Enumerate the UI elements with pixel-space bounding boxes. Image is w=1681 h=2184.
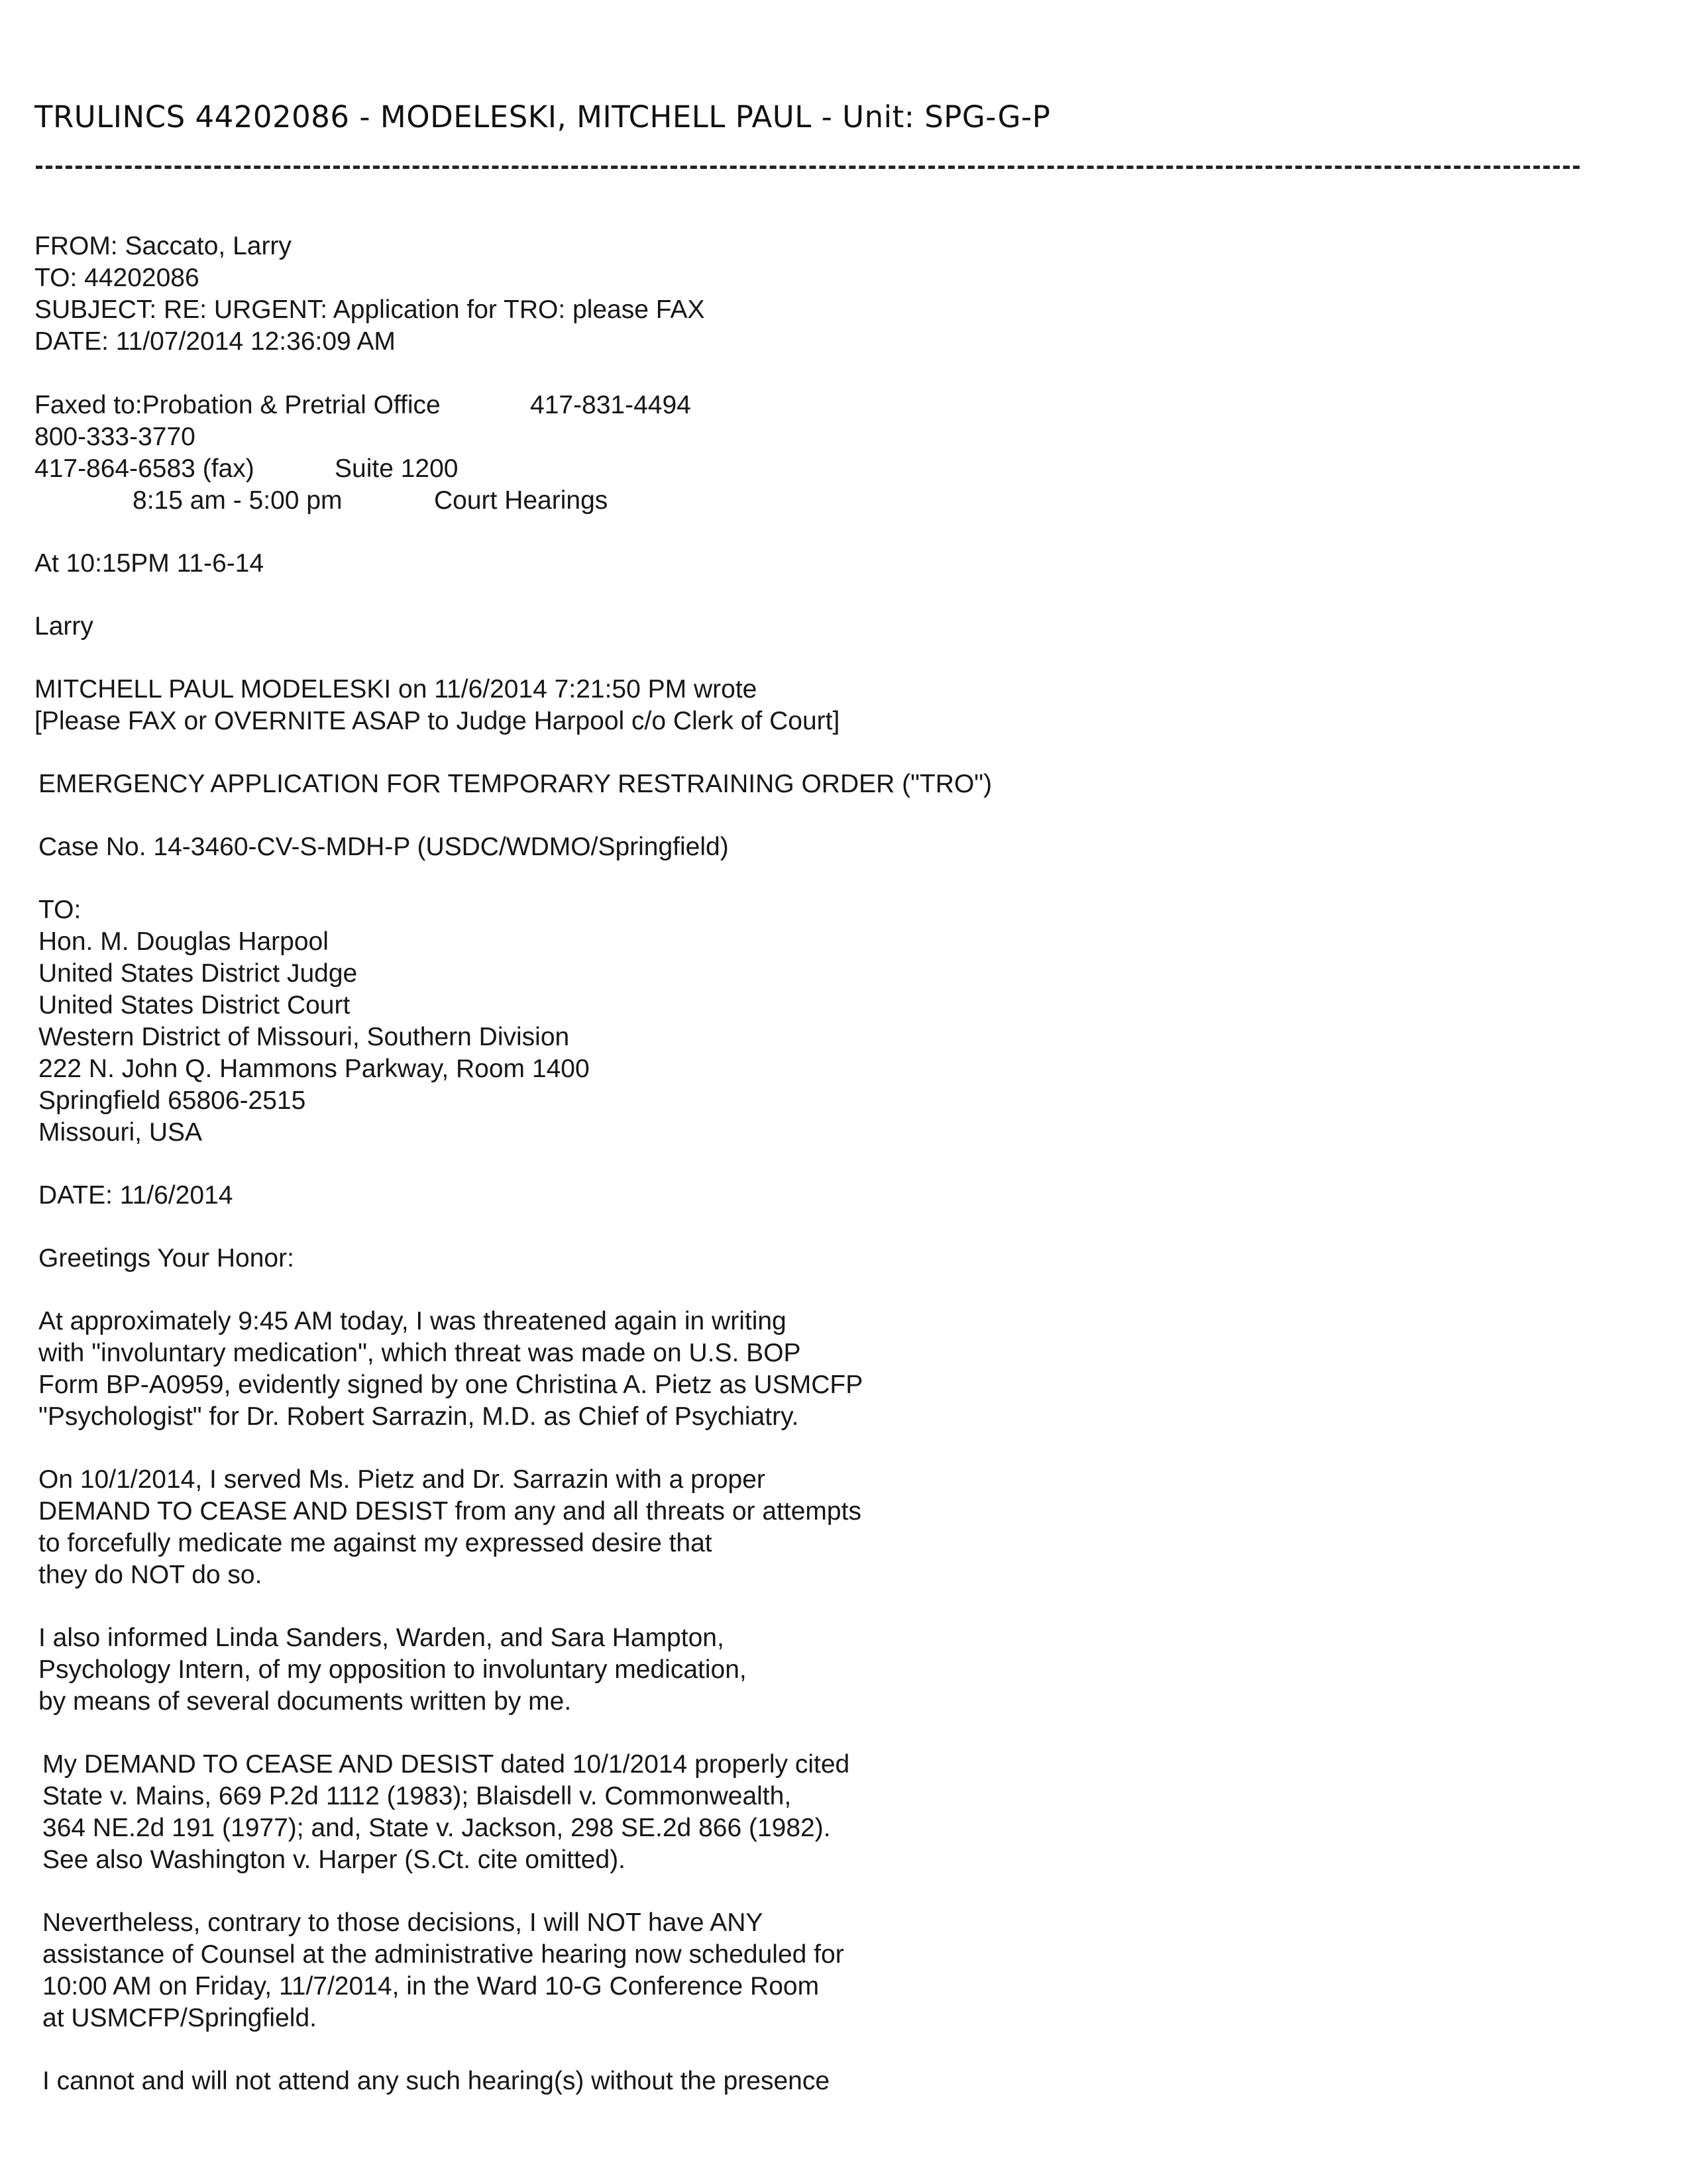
paragraph-line: Form BP-A0959, evidently signed by one Christina A. Pietz as USMCFP	[38, 1371, 863, 1399]
faxed-to-line: Faxed to:Probation & Pretrial Office	[34, 391, 441, 419]
from-line: FROM: Saccato, Larry	[34, 232, 292, 260]
paragraph-line: "Psychologist" for Dr. Robert Sarrazin, M.D. as Chief of Psychiatry.	[38, 1402, 799, 1431]
case-number: Case No. 14-3460-CV-S-MDH-P (USDC/WDMO/Springfield)	[38, 833, 729, 861]
office-hours: 8:15 am - 5:00 pm	[133, 486, 343, 515]
address-line: Hon. M. Douglas Harpool	[38, 927, 329, 956]
paragraph-line: they do NOT do so.	[38, 1561, 262, 1589]
paragraph-line: I also informed Linda Sanders, Warden, and Sara Hampton,	[38, 1624, 724, 1652]
to-label: TO:	[38, 896, 81, 924]
paragraph-line: See also Washington v. Harper (S.Ct. cite omitted).	[42, 1846, 626, 1874]
address-line: United States District Judge	[38, 959, 358, 988]
subject-line: SUBJECT: RE: URGENT: Application for TRO: please FAX	[34, 295, 705, 324]
fax-phone-1: 417-831-4494	[530, 391, 691, 419]
fax-number: 417-864-6583 (fax)	[34, 454, 254, 483]
paragraph-line: On 10/1/2014, I served Ms. Pietz and Dr. Sarrazin with a proper	[38, 1465, 765, 1494]
greeting: Greetings Your Honor:	[38, 1244, 294, 1273]
to-line: TO: 44202086	[34, 264, 199, 292]
paragraph-line: at USMCFP/Springfield.	[42, 2004, 317, 2032]
paragraph-line: Psychology Intern, of my opposition to involuntary medication,	[38, 1655, 747, 1684]
paragraph-line: Nevertheless, contrary to those decisions, I will NOT have ANY	[42, 1908, 763, 1937]
wrote-line: MITCHELL PAUL MODELESKI on 11/6/2014 7:21:50 PM wrote	[34, 675, 757, 703]
paragraph-line: 364 NE.2d 191 (1977); and, State v. Jackson, 298 SE.2d 866 (1982).	[42, 1814, 831, 1842]
paragraph-line: My DEMAND TO CEASE AND DESIST dated 10/1/2014 properly cited	[42, 1750, 850, 1779]
address-line: United States District Court	[38, 991, 351, 1019]
court-hearings-label: Court Hearings	[434, 486, 608, 515]
date-line: DATE: 11/07/2014 12:36:09 AM	[34, 327, 396, 356]
paragraph-line: DEMAND TO CEASE AND DESIST from any and all threats or attempts	[38, 1497, 861, 1526]
address-line: Missouri, USA	[38, 1118, 203, 1147]
address-line: 222 N. John Q. Hammons Parkway, Room 1400	[38, 1055, 590, 1083]
time-note: At 10:15PM 11-6-14	[34, 549, 264, 578]
application-title: EMERGENCY APPLICATION FOR TEMPORARY RESTRAINING ORDER ("TRO")	[38, 770, 993, 798]
paragraph-line: by means of several documents written by me.	[38, 1687, 572, 1716]
fax-instruction: [Please FAX or OVERNITE ASAP to Judge Harpool c/o Clerk of Court]	[34, 707, 840, 735]
letter-date: DATE: 11/6/2014	[38, 1181, 233, 1210]
suite-label: Suite 1200	[335, 454, 459, 483]
page-header: TRULINCS 44202086 - MODELESKI, MITCHELL PAUL - Unit: SPG-G-P	[34, 99, 1051, 134]
paragraph-line: I cannot and will not attend any such hearing(s) without the presence	[42, 2067, 830, 2095]
paragraph-line: assistance of Counsel at the administrative hearing now scheduled for	[42, 1940, 844, 1969]
paragraph-line: State v. Mains, 669 P.2d 1112 (1983); Blaisdell v. Commonwealth,	[42, 1782, 792, 1810]
paragraph-line: to forcefully medicate me against my expressed desire that	[38, 1529, 712, 1557]
address-line: Western District of Missouri, Southern Division	[38, 1023, 570, 1051]
address-line: Springfield 65806-2515	[38, 1086, 306, 1115]
fax-phone-2: 800-333-3770	[34, 423, 195, 451]
dashed-divider	[36, 166, 1580, 169]
paragraph-line: 10:00 AM on Friday, 11/7/2014, in the Ward 10-G Conference Room	[42, 1972, 820, 2001]
paragraph-line: At approximately 9:45 AM today, I was threatened again in writing	[38, 1307, 786, 1335]
paragraph-line: with "involuntary medication", which threat was made on U.S. BOP	[38, 1339, 801, 1367]
signoff: Larry	[34, 612, 93, 641]
